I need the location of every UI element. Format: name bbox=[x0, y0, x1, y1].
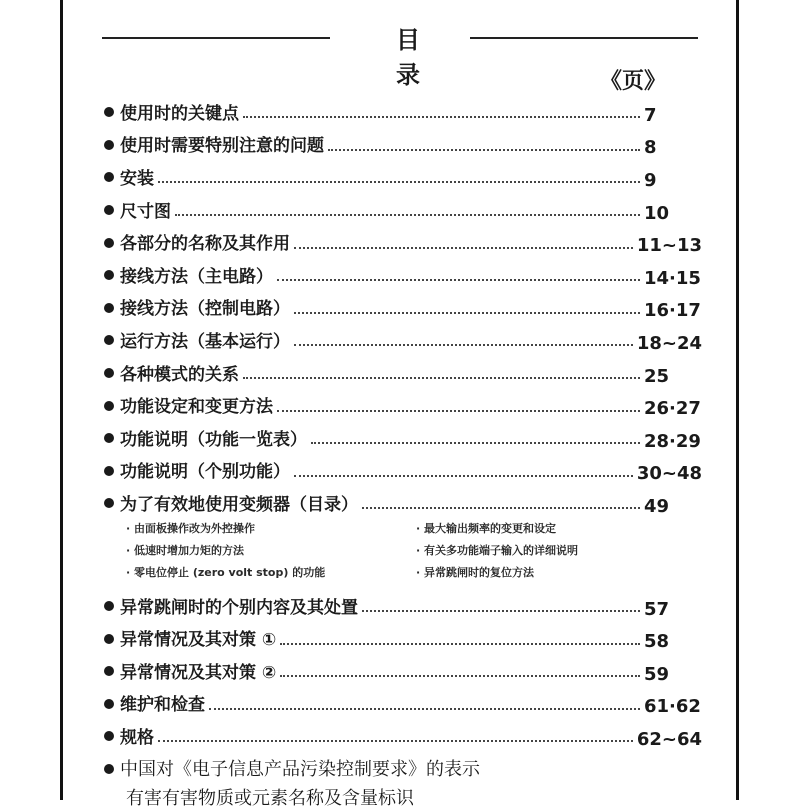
bullet-icon bbox=[104, 433, 114, 443]
toc-entry-page: 28·29 bbox=[644, 430, 701, 452]
sub-entry[interactable]: · 有关多功能端子输入的详细说明 bbox=[416, 543, 579, 557]
toc-entry-label: 接线方法（主电路） bbox=[120, 266, 273, 287]
dot-leader bbox=[328, 149, 640, 151]
toc-entry-page: 61·62 bbox=[644, 696, 701, 718]
bullet-icon bbox=[104, 238, 114, 248]
toc-entry-page: 26·27 bbox=[644, 398, 701, 420]
dot-leader bbox=[158, 181, 640, 183]
bullet-icon bbox=[104, 401, 114, 411]
toc-entry-label: 异常跳闸时的个别内容及其处置 bbox=[120, 597, 358, 618]
bullet-icon bbox=[104, 601, 114, 611]
toc-entry[interactable] bbox=[104, 589, 702, 622]
page-column-label: 《页》 bbox=[600, 69, 667, 94]
sub-entry[interactable]: · 由面板操作改为外控操作 bbox=[126, 521, 256, 535]
bullet-icon bbox=[104, 666, 114, 676]
toc-entry[interactable] bbox=[104, 323, 702, 356]
bullet-icon bbox=[104, 140, 114, 150]
sub-entry-list bbox=[126, 519, 702, 583]
toc-entry-label: 异常情况及其对策 ① bbox=[120, 630, 277, 651]
toc-entry-label: 使用时的关键点 bbox=[120, 103, 239, 124]
toc-entry-page: 18~24 bbox=[636, 332, 702, 354]
toc-entry-page: 9 bbox=[644, 169, 657, 191]
bullet-icon bbox=[104, 498, 114, 508]
toc-entry-label: 运行方法（基本运行） bbox=[120, 331, 290, 352]
toc-entry-label: 接线方法（控制电路） bbox=[120, 299, 290, 320]
toc-entry[interactable] bbox=[104, 225, 702, 258]
title-rule-right bbox=[470, 37, 698, 39]
sub-entry[interactable]: · 异常跳闸时的复位方法 bbox=[416, 565, 535, 579]
toc-entry-label: 中国对《电子信息产品污染控制要求》的表示 bbox=[120, 758, 480, 780]
bullet-icon bbox=[104, 107, 114, 117]
toc-entry-page: 14·15 bbox=[644, 267, 701, 289]
bullet-icon bbox=[104, 270, 114, 280]
dot-leader bbox=[243, 116, 640, 118]
toc-entry-label: 使用时需要特别注意的问题 bbox=[120, 136, 324, 157]
dot-leader bbox=[243, 377, 640, 379]
bullet-icon bbox=[104, 368, 114, 378]
dot-leader bbox=[209, 708, 640, 710]
toc-entry-label: 各种模式的关系 bbox=[120, 364, 239, 385]
toc-entry-page: 58 bbox=[644, 631, 670, 653]
dot-leader bbox=[362, 610, 640, 612]
dot-leader bbox=[362, 507, 640, 509]
dot-leader bbox=[294, 312, 640, 314]
toc-entry[interactable] bbox=[104, 128, 702, 161]
bullet-icon bbox=[104, 303, 114, 313]
page-border-left bbox=[60, 0, 63, 800]
toc-entry[interactable] bbox=[104, 388, 702, 421]
cut-off-entry-line: 有害有害物质或元素名称及含量标识 bbox=[126, 788, 414, 810]
dot-leader bbox=[294, 344, 633, 346]
bullet-icon bbox=[104, 634, 114, 644]
dot-leader bbox=[175, 214, 640, 216]
toc-header bbox=[100, 20, 700, 89]
toc-entry[interactable] bbox=[104, 193, 702, 226]
toc-entry[interactable] bbox=[104, 486, 702, 519]
toc-entry[interactable] bbox=[104, 687, 702, 720]
toc-entry-page: 57 bbox=[644, 598, 670, 620]
dot-leader bbox=[158, 740, 633, 742]
toc-entry[interactable] bbox=[104, 752, 702, 785]
toc-entry-label: 为了有效地使用变频器（目录） bbox=[120, 494, 358, 515]
toc-entry-label: 各部分的名称及其作用 bbox=[120, 234, 290, 255]
bullet-icon bbox=[104, 205, 114, 215]
bullet-icon bbox=[104, 699, 114, 709]
toc-entry[interactable] bbox=[104, 95, 702, 128]
toc-entry-page: 16·17 bbox=[644, 300, 701, 322]
toc-entry-label: 尺寸图 bbox=[120, 201, 171, 222]
bullet-icon bbox=[104, 764, 114, 774]
toc-entry-page: 62~64 bbox=[636, 728, 702, 750]
toc-entry-label: 功能说明（功能一览表） bbox=[120, 429, 307, 450]
toc-entry[interactable] bbox=[104, 291, 702, 324]
toc-entry-page: 49 bbox=[644, 495, 670, 517]
toc-entry-label: 功能说明（个别功能） bbox=[120, 462, 290, 483]
toc-entry-page: 8 bbox=[644, 137, 657, 159]
toc-entry-page: 11~13 bbox=[636, 235, 702, 257]
toc-entry-label: 规格 bbox=[120, 727, 154, 748]
sub-entry[interactable]: · 低速时增加力矩的方法 bbox=[126, 543, 245, 557]
toc-entry[interactable] bbox=[104, 160, 702, 193]
toc-entry-page: 10 bbox=[644, 202, 670, 224]
toc-entry-label: 安装 bbox=[120, 168, 154, 189]
dot-leader bbox=[294, 247, 633, 249]
toc-entry-label: 维护和检查 bbox=[120, 695, 205, 716]
dot-leader bbox=[280, 643, 640, 645]
sub-entry[interactable]: · 零电位停止 (zero volt stop) 的功能 bbox=[126, 565, 326, 579]
toc-entry-page: 59 bbox=[644, 663, 670, 685]
toc-entry[interactable] bbox=[104, 621, 702, 654]
dot-leader bbox=[311, 442, 640, 444]
toc-entry[interactable] bbox=[104, 356, 702, 389]
page-title: 目 录 bbox=[396, 26, 442, 89]
bullet-icon bbox=[104, 335, 114, 345]
toc-entry-page: 25 bbox=[644, 365, 670, 387]
bullet-icon bbox=[104, 731, 114, 741]
sub-entry[interactable]: · 最大输出频率的变更和设定 bbox=[416, 521, 557, 535]
table-of-contents bbox=[104, 95, 702, 810]
toc-entry[interactable] bbox=[104, 719, 702, 752]
toc-entry-page: 30~48 bbox=[636, 463, 702, 485]
toc-entry[interactable] bbox=[104, 421, 702, 454]
page-border-right bbox=[736, 0, 739, 800]
dot-leader bbox=[277, 410, 640, 412]
toc-entry-label: 异常情况及其对策 ② bbox=[120, 662, 277, 683]
toc-entry[interactable] bbox=[104, 258, 702, 291]
toc-entry-label: 功能设定和变更方法 bbox=[120, 397, 273, 418]
bullet-icon bbox=[104, 172, 114, 182]
dot-leader bbox=[277, 279, 640, 281]
dot-leader bbox=[294, 475, 633, 477]
toc-entry[interactable] bbox=[104, 454, 702, 487]
toc-entry[interactable] bbox=[104, 654, 702, 687]
title-rule-left bbox=[102, 37, 330, 39]
toc-entry-page: 7 bbox=[644, 104, 657, 126]
bullet-icon bbox=[104, 466, 114, 476]
dot-leader bbox=[280, 675, 640, 677]
